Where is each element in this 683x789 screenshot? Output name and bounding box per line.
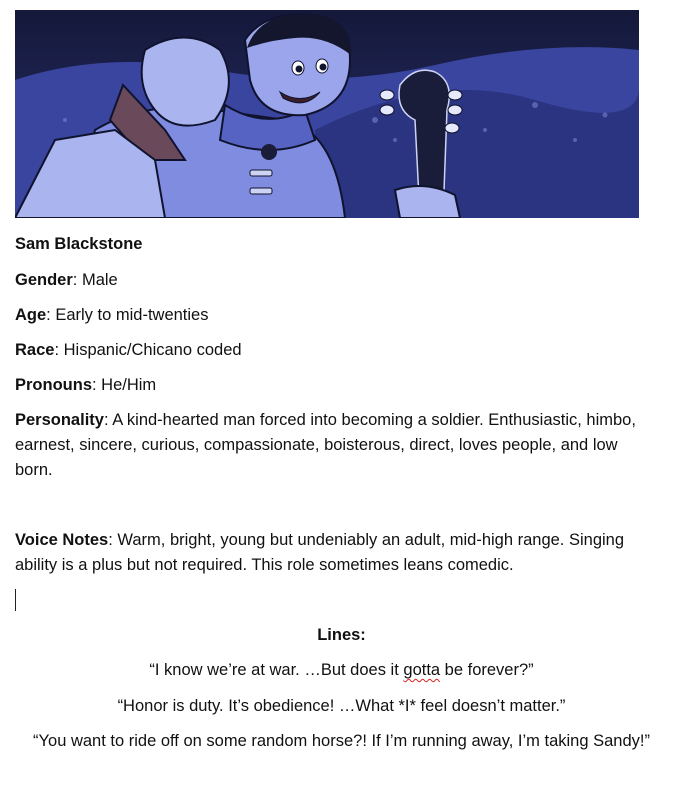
gender-field [15, 268, 655, 293]
document-page [15, 10, 639, 218]
voice-notes-value: : Warm, bright, young but undeniably an adult, mid-high range. Singing ability is a plus but not required. This role sometimes leans comedic. [15, 531, 625, 574]
personality-value: : A kind-hearted man forced into becoming a soldier. Enthusiastic, himbo, earnest, sincere, curious, compassionate, boisterous, direct, loves people, and low born. [15, 411, 636, 479]
voice-notes-field [15, 528, 645, 578]
age-value: : Early to mid-twenties [46, 306, 209, 324]
text-cursor[interactable] [15, 589, 16, 611]
gender-label: Gender [15, 271, 73, 289]
pronouns-value: : He/Him [92, 376, 157, 394]
quote-line-1-end: be forever?” [440, 661, 534, 679]
quote-line-3: “You want to ride off on some random horse?! If I’m running away, I’m taking Sandy!” [33, 732, 650, 750]
personality-label: Personality [15, 411, 104, 429]
pronouns-field [15, 373, 655, 398]
age-field [15, 303, 655, 328]
quote-line-2: “Honor is duty. It’s obedience! …What *I* feel doesn’t matter.” [117, 697, 566, 715]
race-field [15, 338, 655, 363]
character-name: Sam Blackstone [15, 235, 143, 253]
voice-notes-label: Voice Notes [15, 531, 109, 549]
spellcheck-word[interactable]: gotta [403, 661, 441, 679]
age-label: Age [15, 306, 47, 324]
lines-heading: Lines: [317, 626, 366, 644]
quote-line-1 [0, 658, 683, 683]
personality-field [15, 408, 645, 483]
race-value: : Hispanic/Chicano coded [54, 341, 242, 359]
race-label: Race [15, 341, 55, 359]
quote-line-1-start: “I know we’re at war. …But does it [149, 661, 404, 679]
gender-value: : Male [72, 271, 118, 289]
pronouns-label: Pronouns [15, 376, 92, 394]
character-banner-illustration [15, 10, 639, 218]
